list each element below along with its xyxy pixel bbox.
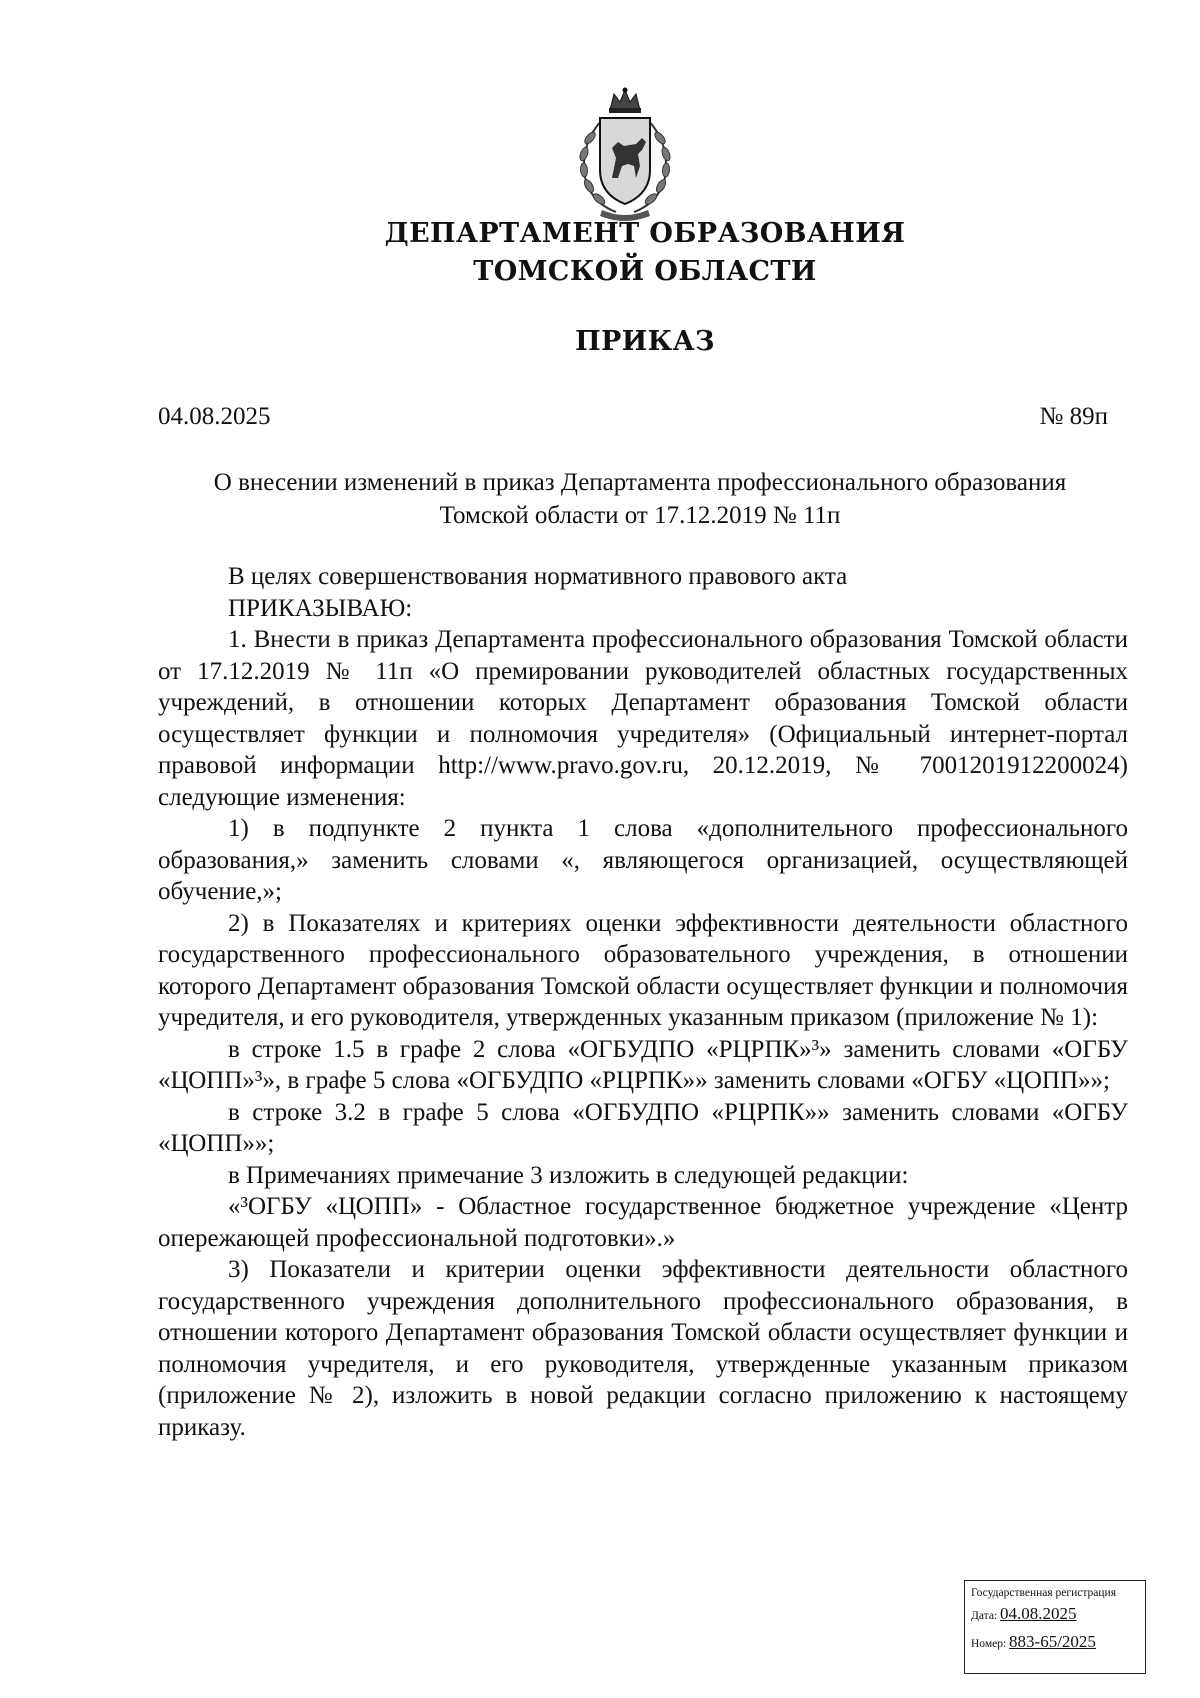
row-1-5-paragraph: в строке 1.5 в графе 2 слова «ОГБУДПО «РЦРПК»³» заменить словами «ОГБУ «ЦОПП»³», в графе 5 слова «ОГБУДПО «РЦРПК»» заменить словами «ОГБУ «ЦОПП»»; [158, 1035, 1128, 1094]
registration-stamp [964, 1580, 1146, 1674]
registration-number-value: 883-65/2025 [1009, 1632, 1096, 1651]
subclause-3-paragraph: 3) Показатели и критерии оценки эффективности деятельности областного государственного учреждения дополнительного профессионального образования, в отношении которого Департамент образования Томской области осуществляет функции и полномочия учредителя, и его руководителя, утвержденные указанным приказом (приложение № 2), изложить в новой редакции согласно приложению к настоящему приказу. [158, 1256, 1128, 1441]
note-3-text-paragraph: «³ОГБУ «ЦОПП» - Областное государственное бюджетное учреждение «Центр опережающей профессиональной подготовки».» [158, 1193, 1128, 1252]
registration-date-value: 04.08.2025 [1000, 1604, 1077, 1623]
registration-date-row [971, 1601, 1139, 1629]
subclause-2-paragraph: 2) в Показателях и критериях оценки эффективности деятельности областного государственного профессионального образовательного учреждения, в отношении которого Департамент образования Томской области осуществляет функции и полномочия учредителя, и его руководителя, утвержденных указанным приказом (приложение № 1): [158, 909, 1128, 1031]
preamble-paragraph: В целях совершенствования нормативного правового акта [228, 563, 848, 590]
row-3-2-paragraph: в строке 3.2 в графе 5 слова «ОГБУДПО «РЦРПК»» заменить словами «ОГБУ «ЦОПП»»; [158, 1098, 1128, 1157]
registration-date-label: Дата: [971, 1610, 998, 1622]
clause-1-paragraph: 1. Внести в приказ Департамента профессионального образования Томской области от 17.12.2019 № 11п «О премировании руководителей областных государственных учреждений, в отношении которых Департамент образования Томской области осуществляет функции и полномочия учредителя» (Официальный интернет-портал правовой информации http://www.pravo.gov.ru, 20.12.2019, № 7001201912200024) следующие изменения: [158, 626, 1128, 811]
subclause-1-paragraph: 1) в подпункте 2 пункта 1 слова «дополнительного профессионального образования,» заменить словами «, являющегося организацией, осуществляющей обучение,»; [158, 815, 1128, 905]
order-date: 04.08.2025 [158, 403, 271, 430]
registration-number-row [971, 1629, 1139, 1657]
order-title [150, 466, 1130, 532]
order-title-line-2: Томской области от 17.12.2019 № 11п [439, 502, 841, 529]
notes-paragraph: в Примечаниях примечание 3 изложить в следующей редакции: [228, 1161, 909, 1189]
document-type: ПРИКАЗ [575, 326, 715, 357]
organization-name [0, 215, 1200, 291]
registration-number-label: Номер: [971, 1638, 1007, 1650]
order-number: № 89п [1039, 403, 1108, 430]
order-title-line-1: О внесении изменений в приказ Департамента профессионального образования [213, 469, 1067, 496]
order-verb: ПРИКАЗЫВАЮ: [228, 594, 413, 622]
registration-heading: Государственная регистрация [971, 1587, 1116, 1599]
coat-of-arms-icon [572, 86, 678, 226]
organization-line-1: ДЕПАРТАМЕНТ ОБРАЗОВАНИЯ [384, 218, 906, 249]
order-body [158, 561, 1128, 1443]
organization-line-2: ТОМСКОЙ ОБЛАСТИ [473, 256, 817, 287]
